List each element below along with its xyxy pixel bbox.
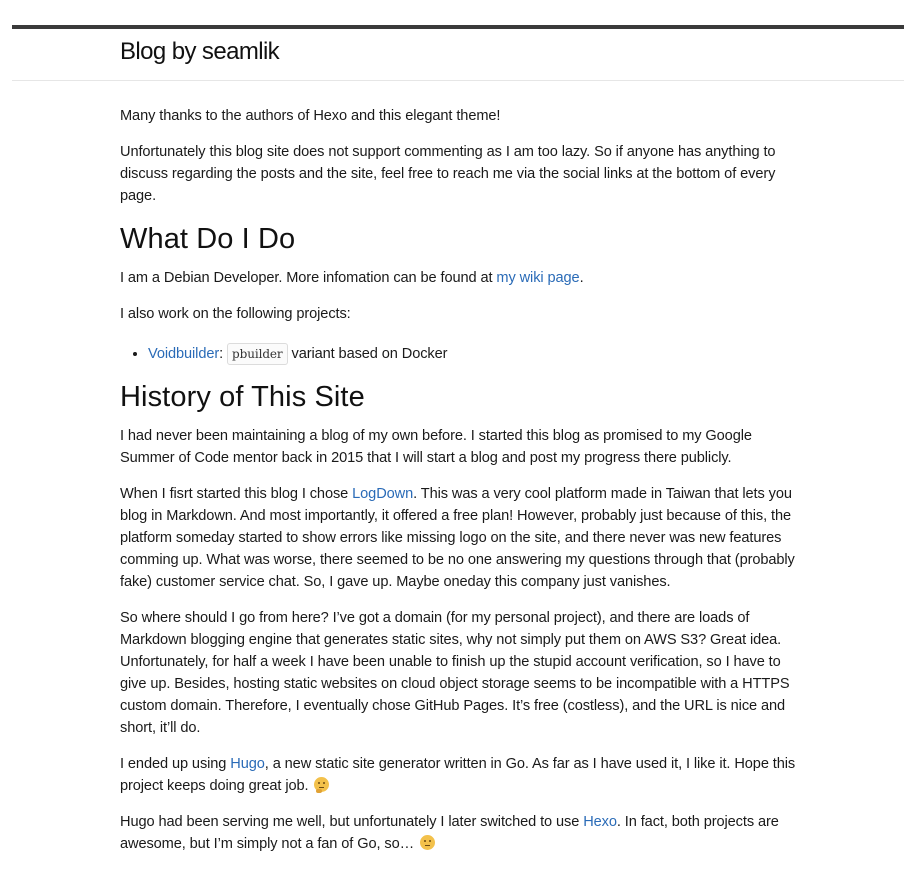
voidbuilder-link[interactable]: Voidbuilder <box>148 346 220 362</box>
text-segment: Hugo had been serving me well, but unfortunately I later switched to use <box>120 814 584 830</box>
header-divider <box>12 80 904 81</box>
paragraph-github-pages: So where should I go from here? I’ve got a domain (for my personal project), and there are loads of Markdown blogging engine that generates static sites, why not simply put them on AWS S3? Great idea. Unfortunately, for half a week I have been unable to finish up the stupid account verification, so I have to give up. Besides, hosting static websites on cloud object storage seems to be incompatible with a HTTPS custom domain. Therefore, I eventually chose GitHub Pages. It’s free (costless), and the URL is nice and short, it’ll do. <box>120 610 790 736</box>
heading-history: History of This Site <box>120 381 365 413</box>
text-segment: . In fact, both projects are awesome, but I’m simply not a fan of Go, so… <box>120 814 779 852</box>
text-segment: I ended up using <box>120 756 231 772</box>
inline-code-pbuilder: pbuilder <box>227 343 288 365</box>
text-segment: When I fisrt started this blog I chose <box>120 486 353 502</box>
hexo-link[interactable]: Hexo <box>583 814 617 830</box>
list-item-voidbuilder <box>148 339 798 369</box>
paragraph-history-start: I had never been maintaining a blog of my own before. I started this blog as promised to my Google Summer of Code mentor back in 2015 that I will start a blog and post my progress there publicly. <box>120 428 752 466</box>
wiki-page-link[interactable]: my wiki page <box>496 270 580 286</box>
logdown-link[interactable]: LogDown <box>352 486 414 502</box>
paragraph-projects-intro: I also work on the following projects: <box>120 306 351 322</box>
text-segment: I am a Debian Developer. More infomation can be found at <box>120 270 497 286</box>
intro-paragraph-thanks: Many thanks to the authors of Hexo and this elegant theme! <box>120 108 501 124</box>
hugo-link[interactable]: Hugo <box>230 756 265 772</box>
paragraph-logdown <box>120 483 798 593</box>
projects-list <box>120 339 798 369</box>
text-segment: . <box>579 270 584 286</box>
confused-face-emoji-icon <box>420 835 435 850</box>
paragraph-hexo <box>120 811 798 855</box>
text-segment: . This was a very cool platform made in Taiwan that lets you blog in Markdown. And most importantly, it offered a free plan! However, probably just because of this, the platform someday started to show errors like missing logo on the site, and there never was new features comming up. What was worse, there seemed to be no one answering my questions through that (probably fake) customer service chat. So, I gave up. Maybe oneday this company just vanishes. <box>120 486 795 590</box>
top-border-bar <box>12 25 904 29</box>
text-segment: , a new static site generator written in Go. As far as I have used it, I like it. Hope this project keeps doing great job. <box>120 756 796 794</box>
thinking-face-emoji-icon <box>314 777 329 792</box>
intro-paragraph-commenting: Unfortunately this blog site does not support commenting as I am too lazy. So if anyone has anything to discuss regarding the posts and the site, feel free to reach me via the social links at the bottom of every page. <box>120 144 776 204</box>
paragraph-debian-developer <box>120 267 798 289</box>
heading-what-do-i-do: What Do I Do <box>120 223 296 255</box>
text-segment: variant based on Docker <box>287 346 448 362</box>
post-content <box>120 105 798 869</box>
text-segment: : <box>219 346 228 362</box>
site-title-link[interactable]: Blog by seamlik <box>120 38 280 65</box>
paragraph-hugo <box>120 753 798 797</box>
